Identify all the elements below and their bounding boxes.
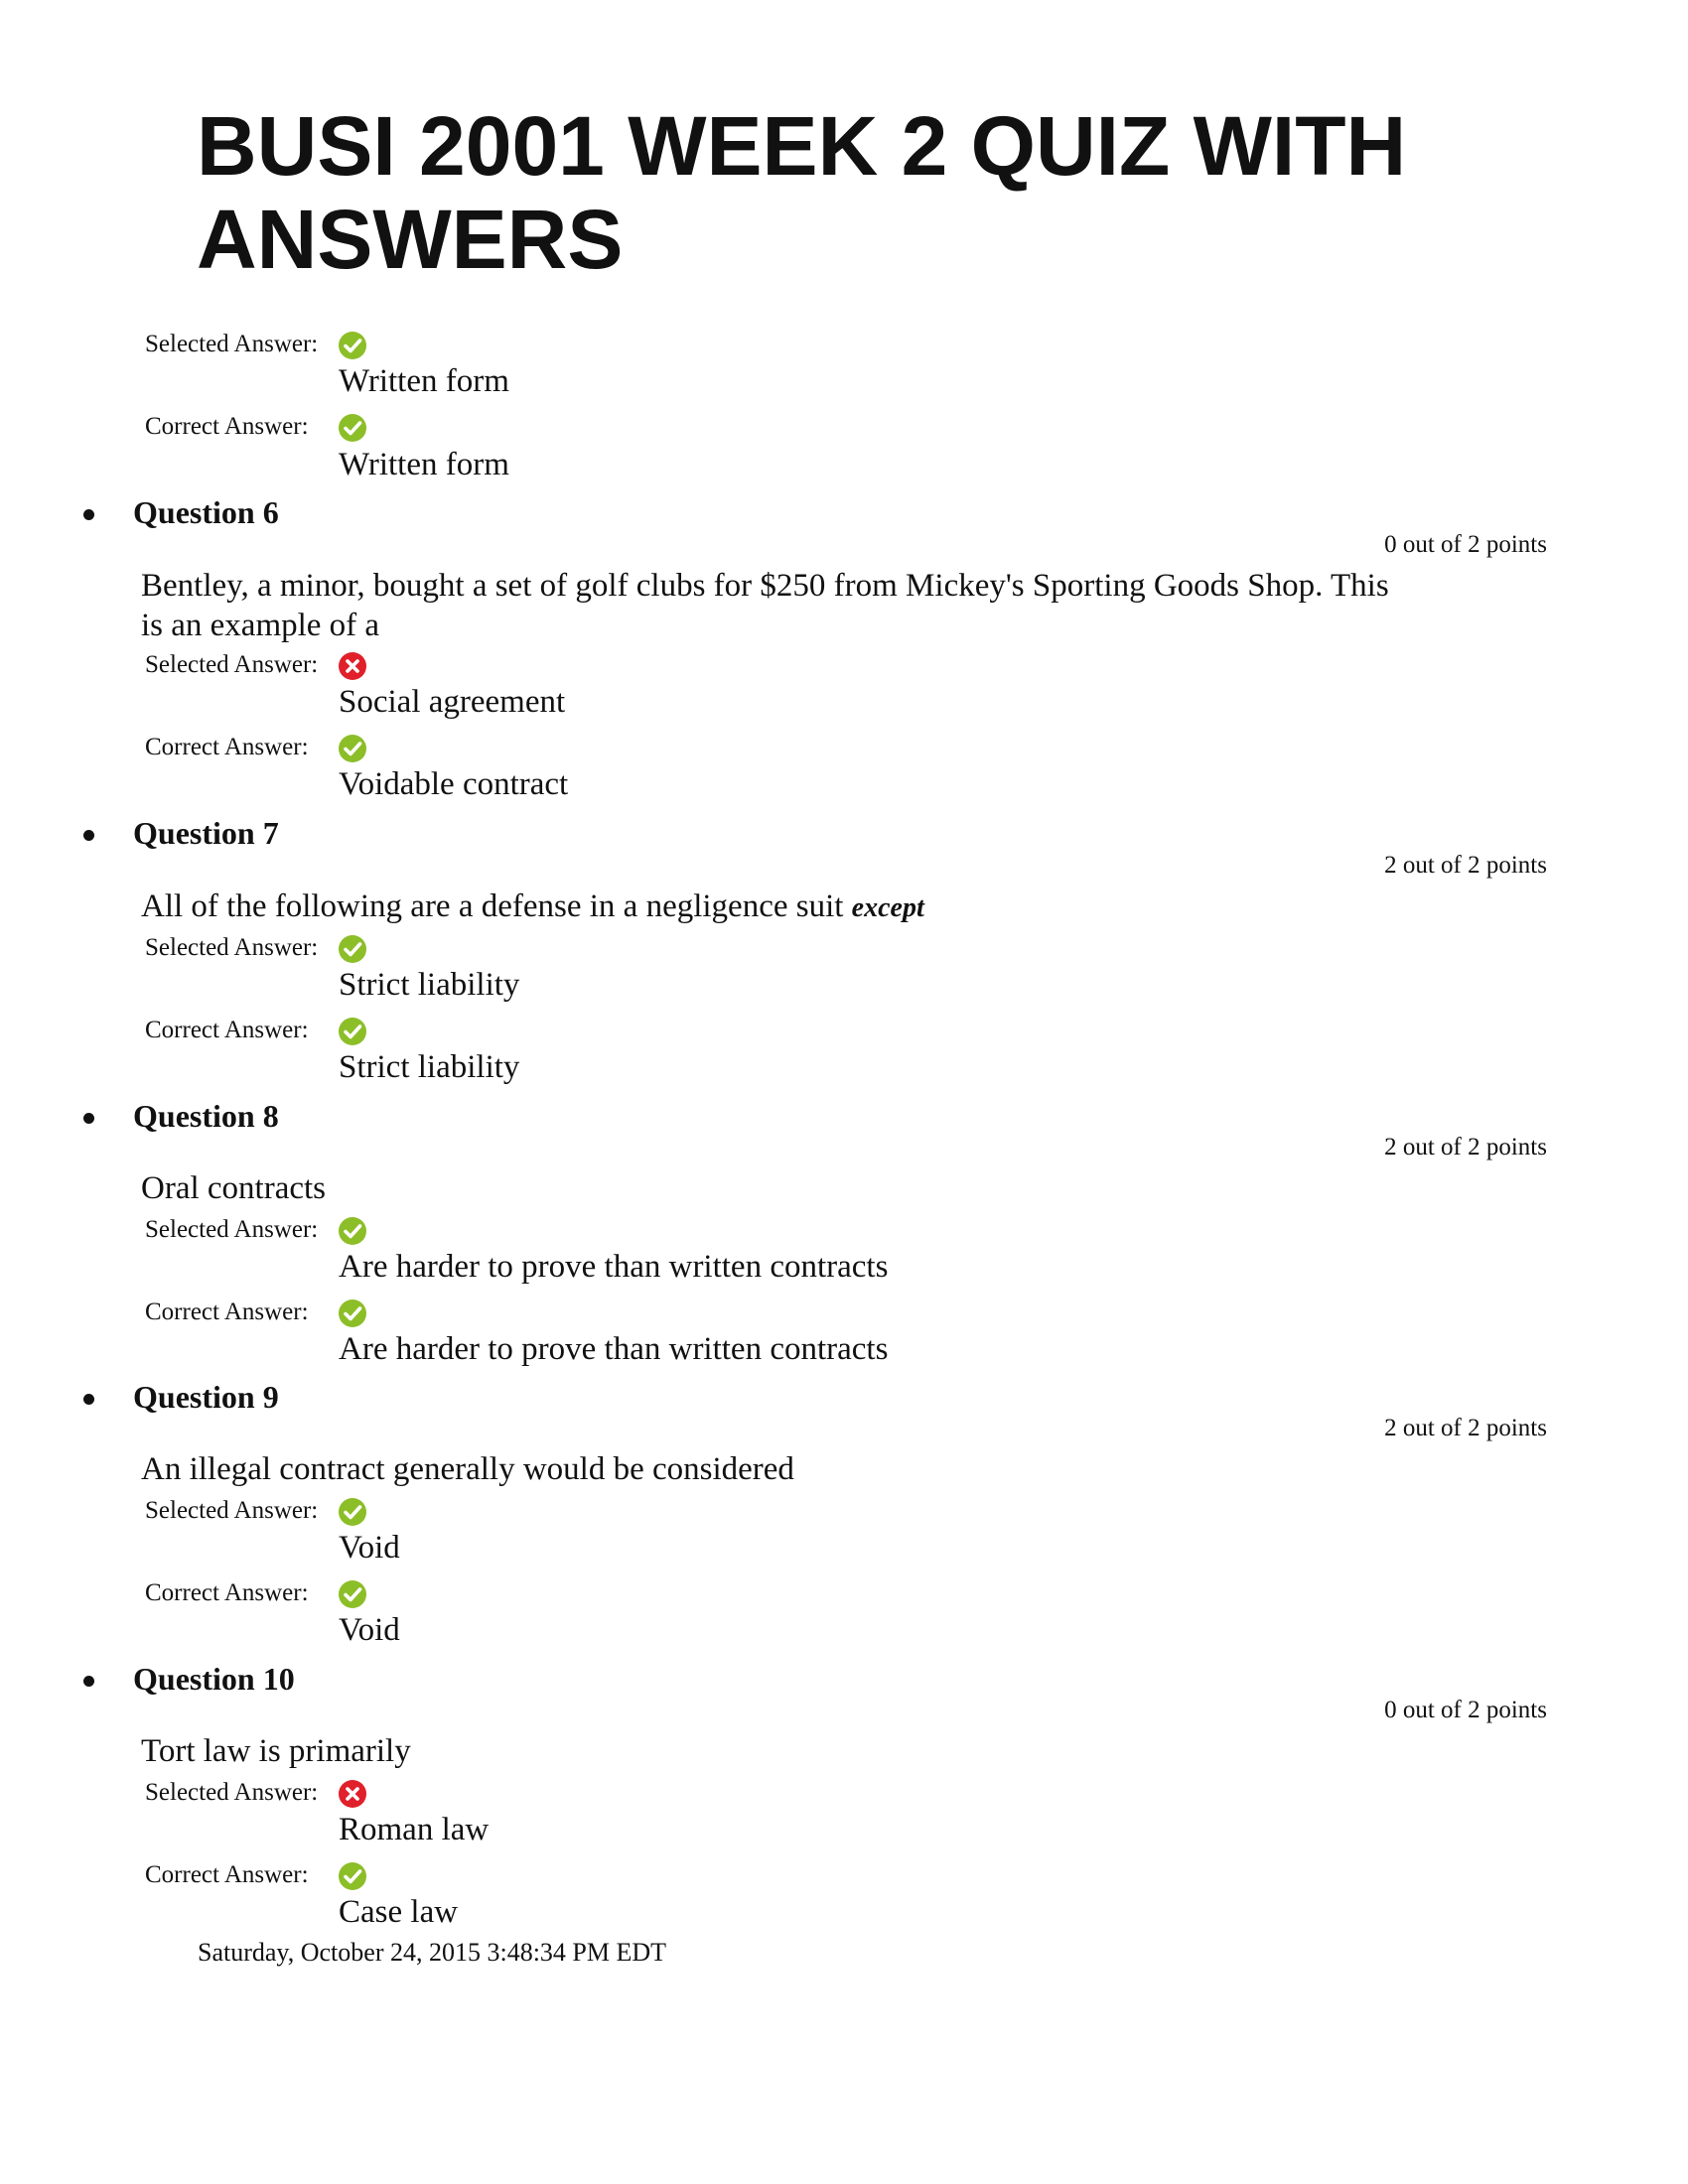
- question-heading: Question 8: [133, 1098, 279, 1134]
- selected-answer-label: Selected Answer:: [145, 1779, 319, 1806]
- bullet: [83, 1113, 94, 1124]
- bullet: [83, 1676, 94, 1687]
- selected-answer-label: Selected Answer:: [145, 331, 319, 357]
- page-title: BUSI 2001 WEEK 2 QUIZ WITH ANSWERS: [197, 99, 1407, 286]
- correct-answer-text: Strict liability: [339, 1049, 520, 1085]
- question-points: 0 out of 2 points: [1384, 1697, 1547, 1723]
- question-points: 2 out of 2 points: [1384, 1134, 1547, 1160]
- correct-answer-label: Correct Answer:: [145, 1579, 309, 1606]
- question-text: Tort law is primarily: [141, 1733, 411, 1769]
- question-heading: Question 10: [133, 1661, 295, 1697]
- correct-answer-label: Correct Answer:: [145, 1017, 309, 1043]
- correct-check-icon: [338, 734, 367, 763]
- correct-answer-label: Correct Answer:: [145, 1298, 309, 1325]
- selected-answer-label: Selected Answer:: [145, 651, 319, 678]
- correct-answer-text: Written form: [339, 447, 509, 482]
- correct-answer-text: Case law: [339, 1894, 459, 1930]
- correct-answer-label: Correct Answer:: [145, 413, 309, 440]
- bullet: [83, 509, 94, 520]
- selected-answer-label: Selected Answer:: [145, 1216, 319, 1243]
- selected-answer-text: Void: [339, 1530, 400, 1566]
- correct-answer-text: Void: [339, 1612, 400, 1648]
- submission-timestamp: Saturday, October 24, 2015 3:48:34 PM EDT: [198, 1938, 667, 1967]
- correct-check-icon: [338, 1298, 367, 1328]
- correct-answer-text: Are harder to prove than written contracts: [339, 1331, 889, 1367]
- selected-answer-text: Are harder to prove than written contracts: [339, 1249, 889, 1285]
- incorrect-x-icon: [338, 1779, 367, 1809]
- bullet: [83, 830, 94, 841]
- question-text: Bentley, a minor, bought a set of golf clubs for $250 from Mickey's Sporting Goods Shop. This is an example of a: [141, 568, 1389, 643]
- correct-check-icon: [338, 1017, 367, 1046]
- question-points: 2 out of 2 points: [1384, 1415, 1547, 1441]
- question-points: 0 out of 2 points: [1384, 531, 1547, 558]
- question-points: 2 out of 2 points: [1384, 852, 1547, 879]
- question-heading: Question 9: [133, 1379, 279, 1415]
- question-text: An illegal contract generally would be considered: [141, 1451, 794, 1487]
- correct-check-icon: [338, 1216, 367, 1246]
- correct-check-icon: [338, 934, 367, 964]
- question-heading: Question 7: [133, 815, 279, 851]
- selected-answer-text: Written form: [339, 363, 509, 399]
- question-heading: Question 6: [133, 494, 279, 530]
- correct-check-icon: [338, 1861, 367, 1891]
- question-text: Oral contracts: [141, 1170, 326, 1206]
- question-text: [141, 887, 1412, 928]
- incorrect-x-icon: [338, 651, 367, 681]
- correct-check-icon: [338, 413, 367, 443]
- selected-answer-text: Roman law: [339, 1812, 490, 1847]
- correct-answer-label: Correct Answer:: [145, 734, 309, 760]
- question-text-main: All of the following are a defense in a negligence suit: [141, 888, 844, 924]
- selected-answer-label: Selected Answer:: [145, 934, 319, 961]
- correct-answer-label: Correct Answer:: [145, 1861, 309, 1888]
- selected-answer-text: Social agreement: [339, 684, 566, 720]
- bullet: [83, 1394, 94, 1405]
- correct-answer-text: Voidable contract: [339, 766, 569, 802]
- correct-check-icon: [338, 331, 367, 360]
- selected-answer-text: Strict liability: [339, 967, 520, 1003]
- correct-check-icon: [338, 1497, 367, 1527]
- selected-answer-label: Selected Answer:: [145, 1497, 319, 1524]
- question-text-emphasis: except: [851, 892, 924, 923]
- correct-check-icon: [338, 1579, 367, 1609]
